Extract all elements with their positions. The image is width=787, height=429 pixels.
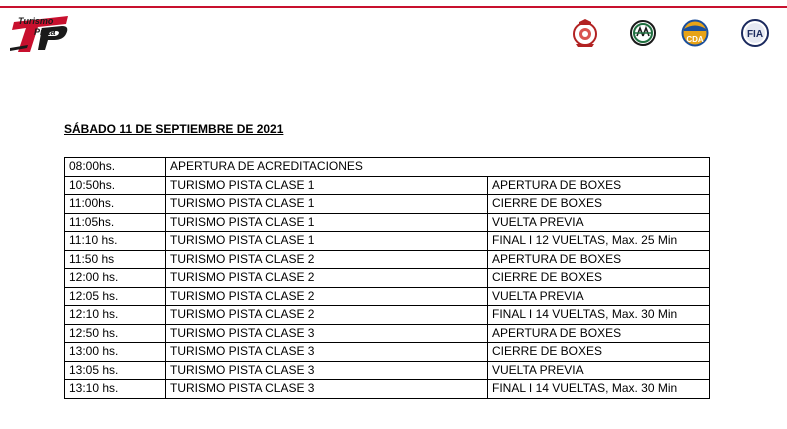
table-row [65,158,710,177]
category-cell: TURISMO PISTA CLASE 3 [166,361,488,380]
table-row [65,380,710,399]
cda-badge-icon [680,18,710,48]
category-cell: TURISMO PISTA CLASE 3 [166,343,488,362]
category-cell: TURISMO PISTA CLASE 3 [166,324,488,343]
activity-cell: APERTURA DE BOXES [488,176,710,195]
cda-label: CDA [686,35,704,44]
category-cell: TURISMO PISTA CLASE 1 [166,232,488,251]
category-cell: TURISMO PISTA CLASE 1 [166,213,488,232]
activity-cell: FINAL I 14 VUELTAS, Max. 30 Min [488,380,710,399]
time-cell: 11:00hs. [65,195,166,214]
time-cell: 12:00 hs. [65,269,166,288]
table-row [65,213,710,232]
table-row [65,343,710,362]
activity-cell: APERTURA DE BOXES [488,324,710,343]
time-cell: 12:05 hs. [65,287,166,306]
time-cell: 12:50 hs. [65,324,166,343]
activity-cell: CIERRE DE BOXES [488,269,710,288]
table-row [65,195,710,214]
schedule-table [64,157,710,399]
activity-cell: VUELTA PREVIA [488,287,710,306]
cda-emblem [680,18,710,48]
crest-icon [570,18,600,48]
page-title: SÁBADO 11 DE SEPTIEMBRE DE 2021 [64,122,284,136]
time-cell: 11:05hs. [65,213,166,232]
category-cell: TURISMO PISTA CLASE 2 [166,287,488,306]
time-cell: 13:00 hs. [65,343,166,362]
activity-cell: VUELTA PREVIA [488,361,710,380]
time-cell: 11:50 hs [65,250,166,269]
time-cell: 11:10 hs. [65,232,166,251]
activity-cell: FINAL I 12 VUELTAS, Max. 25 Min [488,232,710,251]
category-cell: TURISMO PISTA CLASE 2 [166,269,488,288]
activity-cell: VUELTA PREVIA [488,213,710,232]
table-row [65,361,710,380]
table-row [65,306,710,325]
table-row [65,287,710,306]
time-cell: 10:50hs. [65,176,166,195]
table-row [65,324,710,343]
activity-cell: CIERRE DE BOXES [488,343,710,362]
brand-line2: Pista [34,27,56,37]
fia-label: FIA [746,29,764,40]
brand-line1: Turismo [18,16,54,26]
fia-emblem [740,18,770,48]
time-cell: 12:10 hs. [65,306,166,325]
table-row [65,176,710,195]
turismo-pista-logo [8,12,70,54]
time-cell: 13:05 hs. [65,361,166,380]
category-cell: TURISMO PISTA CLASE 1 [166,176,488,195]
header-rule [0,6,787,8]
category-cell: TURISMO PISTA CLASE 2 [166,306,488,325]
category-cell: TURISMO PISTA CLASE 3 [166,380,488,399]
activity-cell: CIERRE DE BOXES [488,195,710,214]
category-cell: TURISMO PISTA CLASE 1 [166,195,488,214]
time-cell: 13:10 hs. [65,380,166,399]
event-cell: APERTURA DE ACREDITACIONES [166,158,710,177]
table-row [65,232,710,251]
automovil-club-emblem [570,18,600,48]
table-row [65,269,710,288]
fia-badge-icon [740,18,770,48]
activity-cell: FINAL I 14 VUELTAS, Max. 30 Min [488,306,710,325]
category-cell: TURISMO PISTA CLASE 2 [166,250,488,269]
aaa-badge-icon [628,18,658,48]
aaa-emblem [628,18,658,48]
table-row [65,250,710,269]
activity-cell: APERTURA DE BOXES [488,250,710,269]
time-cell: 08:00hs. [65,158,166,177]
